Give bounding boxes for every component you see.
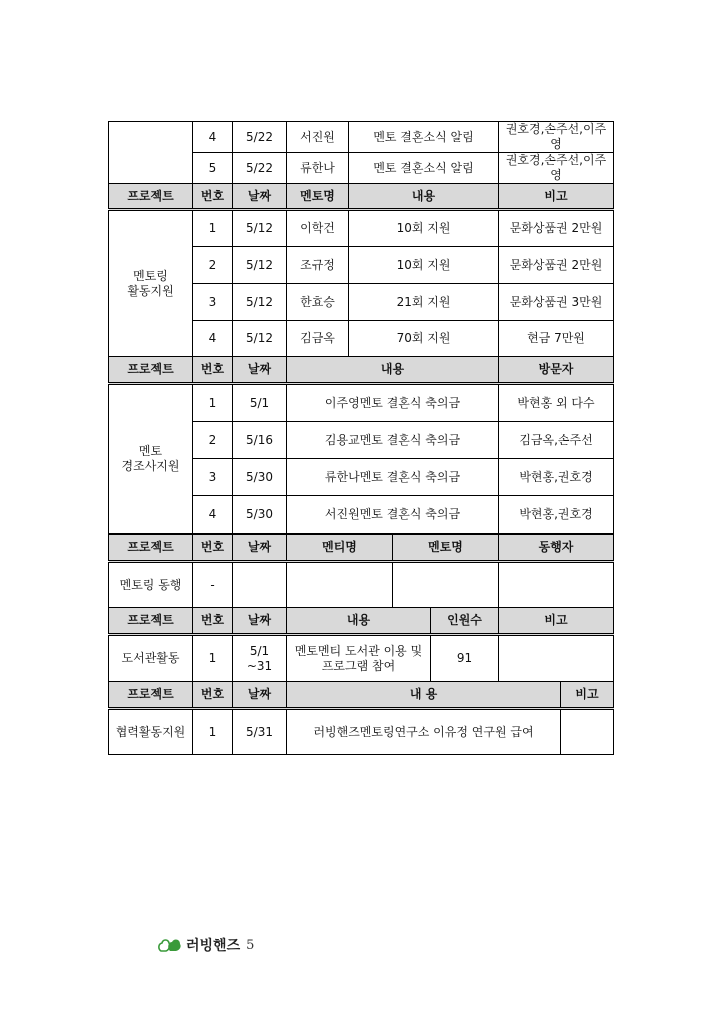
table-cell: 날짜 bbox=[233, 535, 287, 562]
table-cell: 4 bbox=[193, 321, 233, 357]
table-cell: 비고 bbox=[561, 682, 614, 709]
table-cell: 멘토링 동행 bbox=[109, 562, 193, 608]
table-cell: 비고 bbox=[499, 608, 614, 635]
table-cell: 번호 bbox=[193, 535, 233, 562]
table-cell: 날짜 bbox=[233, 357, 287, 384]
table-cell: 5/12 bbox=[233, 247, 287, 284]
header-row bbox=[109, 184, 614, 210]
table-row bbox=[109, 122, 614, 153]
header-row bbox=[109, 535, 614, 562]
table-cell: 러빙핸즈멘토링연구소 이유정 연구원 급여 bbox=[287, 709, 561, 755]
table-cell: 3 bbox=[193, 284, 233, 321]
table-cell: 날짜 bbox=[233, 682, 287, 709]
header-row bbox=[109, 357, 614, 384]
brand-name: 러빙핸즈 bbox=[186, 938, 241, 954]
header-row bbox=[109, 682, 614, 709]
table-cell bbox=[233, 562, 287, 608]
table-cell: 1 bbox=[193, 210, 233, 247]
table-cell: 문화상품권 3만원 bbox=[499, 284, 614, 321]
table-cell: 5/30 bbox=[233, 459, 287, 496]
table-cell: 내 용 bbox=[287, 682, 561, 709]
table-cell: 내용 bbox=[287, 357, 499, 384]
table-cell: 21회 지원 bbox=[349, 284, 499, 321]
table-cell: 1 bbox=[193, 384, 233, 422]
table-cell bbox=[499, 562, 614, 608]
table-cell: 서진원멘토 결혼식 축의금 bbox=[287, 496, 499, 534]
table-cell: 권호경,손주선,이주영 bbox=[499, 153, 614, 184]
table-activities bbox=[108, 534, 614, 755]
footer bbox=[158, 933, 254, 957]
table-cell: 한효승 bbox=[287, 284, 349, 321]
table-cell: 프로젝트 bbox=[109, 184, 193, 210]
table-cell: 멘토 결혼소식 알림 bbox=[349, 153, 499, 184]
table-cell: 박현홍,권호경 bbox=[499, 459, 614, 496]
table-cell bbox=[393, 562, 499, 608]
table-row bbox=[109, 210, 614, 247]
table-cell: 번호 bbox=[193, 357, 233, 384]
table-cell: 멘토명 bbox=[287, 184, 349, 210]
table-cell: 10회 지원 bbox=[349, 247, 499, 284]
project-name-cell: 멘토 경조사지원 bbox=[109, 384, 193, 534]
table-cell: 번호 bbox=[193, 184, 233, 210]
table-cell: 2 bbox=[193, 422, 233, 459]
table-cell: 김금옥 bbox=[287, 321, 349, 357]
table-cell: 멘티명 bbox=[287, 535, 393, 562]
table-cell: 멘토 결혼소식 알림 bbox=[349, 122, 499, 153]
table-cell: 5/16 bbox=[233, 422, 287, 459]
table-cell: 5/1 bbox=[233, 384, 287, 422]
hands-logo-icon bbox=[158, 936, 182, 954]
table-cell: 비고 bbox=[499, 184, 614, 210]
table-mentoring-support bbox=[108, 121, 614, 534]
table-cell: 프로젝트 bbox=[109, 535, 193, 562]
table-cell: 김금옥,손주선 bbox=[499, 422, 614, 459]
table-cell: 1 bbox=[193, 635, 233, 682]
table-cell: 프로젝트 bbox=[109, 682, 193, 709]
blank-project-cell bbox=[109, 122, 193, 184]
table-cell: 70회 지원 bbox=[349, 321, 499, 357]
project-name-cell: 멘토링 활동지원 bbox=[109, 210, 193, 357]
table-row bbox=[109, 635, 614, 682]
table-cell: 5/22 bbox=[233, 122, 287, 153]
table-cell: 5/31 bbox=[233, 709, 287, 755]
table-row bbox=[109, 384, 614, 422]
date-range-cell: 5/1 ~31 bbox=[233, 635, 287, 682]
table-cell: 5/30 bbox=[233, 496, 287, 534]
table-cell: 문화상품권 2만원 bbox=[499, 247, 614, 284]
table-cell: 번호 bbox=[193, 682, 233, 709]
table-cell: 4 bbox=[193, 496, 233, 534]
table-row bbox=[109, 709, 614, 755]
table-cell: 4 bbox=[193, 122, 233, 153]
table-cell: 날짜 bbox=[233, 184, 287, 210]
table-cell: 5/22 bbox=[233, 153, 287, 184]
table-cell: 91 bbox=[431, 635, 499, 682]
table-cell: 2 bbox=[193, 247, 233, 284]
table-cell: 류한나멘토 결혼식 축의금 bbox=[287, 459, 499, 496]
table-cell: 박현홍,권호경 bbox=[499, 496, 614, 534]
table-cell: 5 bbox=[193, 153, 233, 184]
table-cell: 멘토명 bbox=[393, 535, 499, 562]
table-cell: 도서관활동 bbox=[109, 635, 193, 682]
page-number: 5 bbox=[246, 937, 255, 953]
table-cell: 번호 bbox=[193, 608, 233, 635]
table-cell: 내용 bbox=[349, 184, 499, 210]
table-cell: 문화상품권 2만원 bbox=[499, 210, 614, 247]
table-cell bbox=[499, 635, 614, 682]
table-cell bbox=[287, 562, 393, 608]
table-cell: 박현홍 외 다수 bbox=[499, 384, 614, 422]
table-cell: 3 bbox=[193, 459, 233, 496]
table-cell: 1 bbox=[193, 709, 233, 755]
header-row bbox=[109, 608, 614, 635]
table-cell: 서진원 bbox=[287, 122, 349, 153]
table-cell: 현금 7만원 bbox=[499, 321, 614, 357]
table-cell: 5/12 bbox=[233, 321, 287, 357]
table-cell: 협력활동지원 bbox=[109, 709, 193, 755]
table-cell: 류한나 bbox=[287, 153, 349, 184]
table-cell: 동행자 bbox=[499, 535, 614, 562]
table-cell: 이주영멘토 결혼식 축의금 bbox=[287, 384, 499, 422]
table-cell: 조규정 bbox=[287, 247, 349, 284]
content-cell: 멘토멘티 도서관 이용 및 프로그램 참여 bbox=[287, 635, 431, 682]
table-cell: 권호경,손주선,이주영 bbox=[499, 122, 614, 153]
table-cell: 프로젝트 bbox=[109, 608, 193, 635]
table-cell: 김용교멘토 결혼식 축의금 bbox=[287, 422, 499, 459]
table-row bbox=[109, 562, 614, 608]
table-cell: 5/12 bbox=[233, 210, 287, 247]
table-cell bbox=[561, 709, 614, 755]
table-cell: 날짜 bbox=[233, 608, 287, 635]
table-cell: 내용 bbox=[287, 608, 431, 635]
table-cell: 프로젝트 bbox=[109, 357, 193, 384]
table-cell: 방문자 bbox=[499, 357, 614, 384]
table-cell: 5/12 bbox=[233, 284, 287, 321]
table-cell: 인원수 bbox=[431, 608, 499, 635]
table-cell: - bbox=[193, 562, 233, 608]
table-cell: 10회 지원 bbox=[349, 210, 499, 247]
table-cell: 이학건 bbox=[287, 210, 349, 247]
